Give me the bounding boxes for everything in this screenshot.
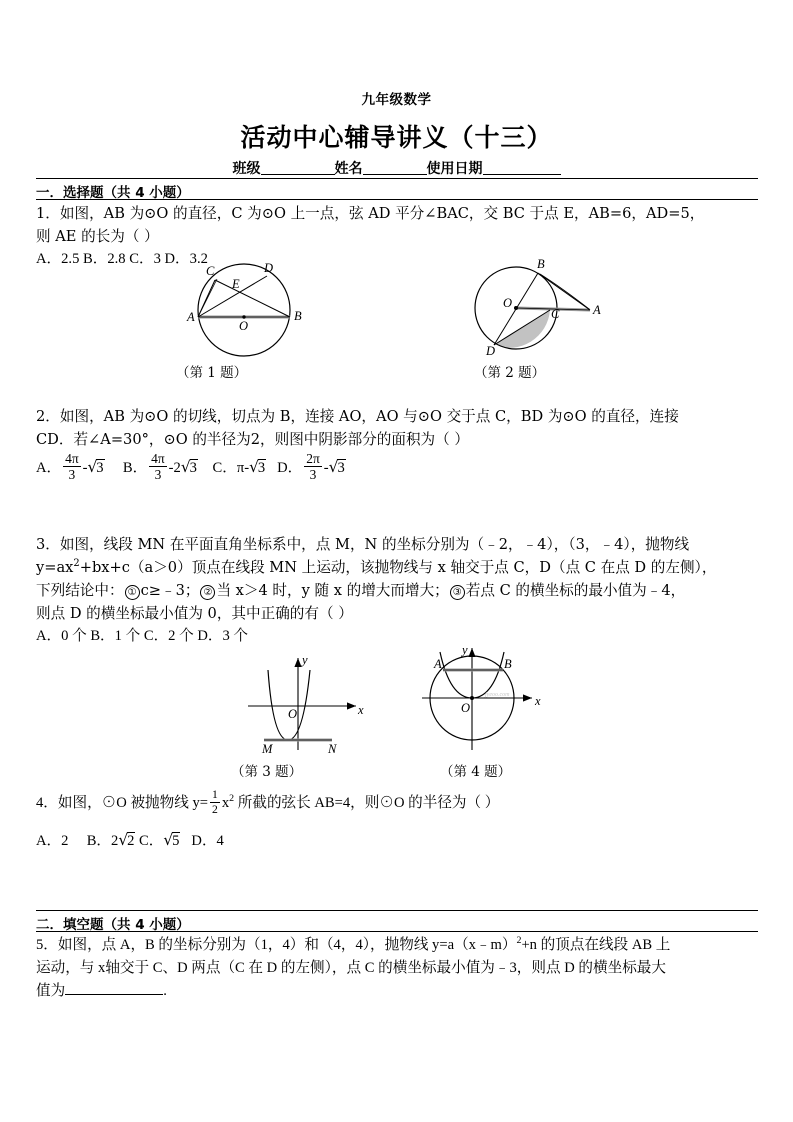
fig4-label-O: O bbox=[461, 701, 471, 715]
q2-line-1: 2．如图，AB 为⊙O 的切线，切点为 B，连接 AO，AO 与⊙O 交于点 C，BD 为⊙O 的直径，连接 bbox=[36, 408, 679, 425]
figure-1 bbox=[172, 262, 332, 357]
fig3-label-N: N bbox=[328, 742, 337, 756]
fig2-label-B: B bbox=[537, 257, 545, 271]
q4-options bbox=[36, 826, 760, 855]
fig1-label-C: C bbox=[206, 264, 215, 278]
marker-3: ③ bbox=[450, 585, 465, 600]
q2-option-a[interactable]: A． $\frac{4\pi}{3}$ -√3 bbox=[36, 451, 104, 483]
divider-bottom-1 bbox=[36, 199, 758, 200]
figure-1-caption: （第 1 题） bbox=[176, 365, 248, 381]
fig2-label-C: C bbox=[551, 307, 560, 321]
name-blank[interactable] bbox=[363, 159, 427, 175]
figure-2 bbox=[458, 258, 628, 358]
watermark: jyeoo.com bbox=[485, 692, 510, 698]
q3-line-4: 则点 D 的横坐标最小值为 0，其中正确的有（ ） bbox=[36, 605, 353, 622]
q4-option-c[interactable]: C．√5 bbox=[139, 831, 180, 849]
fig3-label-O: O bbox=[288, 707, 298, 721]
q3-line-1: 3．如图，线段 MN 在平面直角坐标系中，点 M，N 的坐标分别为（﹣2，﹣4），（3，﹣4），抛物线 bbox=[36, 536, 690, 553]
fig2-label-A: A bbox=[593, 303, 601, 317]
fig4-label-y: y bbox=[462, 643, 468, 657]
q5-answer-blank[interactable] bbox=[65, 980, 163, 995]
q2-line-2: CD．若∠A=30°，⊙O 的半径为2，则图中阴影部分的面积为（ ） bbox=[36, 431, 469, 448]
fig4-label-A: A bbox=[434, 657, 442, 671]
q2-option-c[interactable]: C．π-√3 bbox=[212, 458, 266, 477]
q5-line-3: 值为 . bbox=[36, 980, 766, 1003]
class-blank[interactable] bbox=[261, 159, 335, 175]
q3-options: A．0 个 B．1 个 C．2 个 D．3 个 bbox=[36, 628, 249, 644]
fig1-label-E: E bbox=[232, 277, 240, 291]
fig2-label-O: O bbox=[503, 296, 513, 310]
q3-line-2: $y=ax^2+bx+c(a>0)$顶点在线段 MN 上运动，该抛物线与 x 轴交于点 C，D（点 C 在点 D 的左侧）， bbox=[36, 558, 717, 576]
fig2-label-D: D bbox=[486, 344, 496, 358]
fig1-label-A: A bbox=[187, 310, 195, 324]
q1-line-2: 则 AE 的长为（ ） bbox=[36, 228, 159, 245]
page-title: 活动中心辅导讲义（十三） bbox=[240, 123, 553, 152]
divider-top-1 bbox=[36, 178, 758, 179]
marker-2: ② bbox=[200, 585, 215, 600]
fig1-label-D: D bbox=[264, 261, 274, 275]
fig4-label-x: x bbox=[535, 694, 541, 708]
figure-3 bbox=[240, 648, 375, 758]
label-name: 姓名 bbox=[334, 161, 363, 177]
figure-4 bbox=[410, 640, 560, 758]
fig3-label-y: y bbox=[302, 653, 308, 667]
figure-3-caption: （第 3 题） bbox=[231, 764, 303, 780]
section-heading-choice: 一．选择题（共 4 小题） bbox=[36, 185, 190, 201]
q4-option-a[interactable]: A．2 bbox=[36, 833, 69, 849]
grade-subtitle: 九年级数学 bbox=[361, 92, 432, 108]
q4-option-d[interactable]: D．4 bbox=[191, 833, 224, 849]
q1-options: A．2.5 B．2.8 C．3 D．3.2 bbox=[36, 251, 208, 267]
marker-1: ① bbox=[125, 585, 140, 600]
fig1-label-O: O bbox=[239, 319, 249, 333]
label-class: 班级 bbox=[232, 161, 261, 177]
fig3-label-x: x bbox=[358, 703, 364, 717]
date-blank[interactable] bbox=[483, 159, 561, 175]
q5-line-2: 运动，与 x轴交于 C、D 两点（C 在 D 的左侧），点 C 的横坐标最小值为﹣3，则点 D 的横坐标最大 bbox=[36, 960, 666, 976]
figure-2-caption: （第 2 题） bbox=[474, 365, 546, 381]
section-heading-fill: 二．填空题（共 4 小题） bbox=[36, 917, 190, 933]
q4-option-b[interactable]: B．2√2 bbox=[86, 831, 135, 849]
question-3-text bbox=[36, 533, 766, 648]
question-1-text bbox=[36, 202, 760, 271]
q2-options bbox=[36, 452, 760, 483]
divider-bottom-2 bbox=[36, 931, 758, 932]
q2-option-d[interactable]: D． $\frac{2\pi}{3}$ -√3 bbox=[277, 451, 345, 483]
fig3-label-M: M bbox=[262, 742, 273, 756]
question-5-text bbox=[36, 934, 766, 1003]
q5-line-1: 5．如图，点 A，B 的坐标分别为（1，4）和（4，4），抛物线 y=a（x﹣m）$^2$+n 的顶点在线段 AB 上 bbox=[36, 935, 671, 953]
q1-line-1: 1．如图，AB 为⊙O 的直径，C 为⊙O 上一点，弦 AD 平分∠BAC，交 BC 于点 E，AB=6，AD=5， bbox=[36, 205, 705, 222]
label-date: 使用日期 bbox=[426, 161, 483, 177]
student-info-line bbox=[0, 158, 793, 178]
figure-4-caption: （第 4 题） bbox=[440, 764, 512, 780]
fig1-label-B: B bbox=[294, 309, 302, 323]
q4-line-1: 4．如图，⊙O 被抛物线 y= $\frac{1}{2}$ $x^2$ 所截的弦长 AB=4，则⊙O 的半径为（ ） bbox=[36, 788, 500, 816]
q3-line-3: 下列结论中： ① c≥﹣3； ② 当 x＞4 时，y 随 x 的增大而增大； ③ 若点 C 的横坐标的最小值为﹣4， bbox=[36, 582, 686, 599]
divider-top-2 bbox=[36, 910, 758, 911]
fig4-label-B: B bbox=[504, 657, 512, 671]
q2-option-b[interactable]: B． $\frac{4\pi}{3}$ -2√3 bbox=[122, 451, 197, 483]
question-4-text bbox=[36, 788, 760, 818]
question-2-text bbox=[36, 405, 760, 451]
